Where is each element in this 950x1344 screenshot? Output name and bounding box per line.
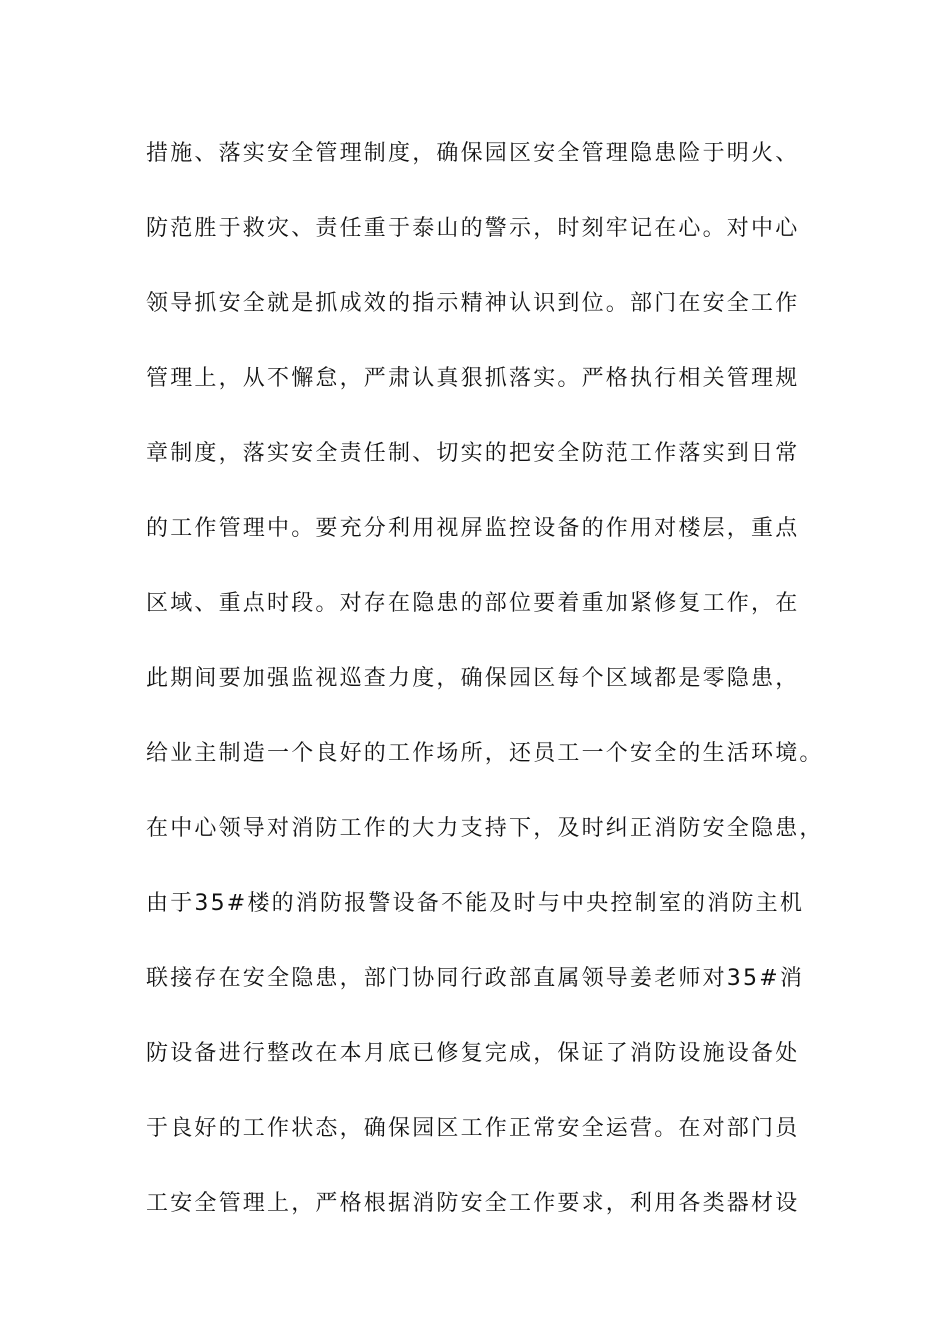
text-line: 联接存在安全隐患，部门协同行政部直属领导姜老师对35#消 xyxy=(146,966,805,991)
text-line: 防范胜于救灾、责任重于泰山的警示，时刻牢记在心。对中心 xyxy=(146,216,800,241)
text-line: 措施、落实安全管理制度，确保园区安全管理隐患险于明火、 xyxy=(146,141,800,166)
text-line: 的工作管理中。要充分利用视屏监控设备的作用对楼层，重点 xyxy=(146,516,800,541)
body-text xyxy=(146,136,826,1261)
text-line: 管理上，从不懈怠，严肃认真狠抓落实。严格执行相关管理规 xyxy=(146,366,800,391)
text-line: 在中心领导对消防工作的大力支持下，及时纠正消防安全隐患， xyxy=(146,816,824,841)
text-line: 区域、重点时段。对存在隐患的部位要着重加紧修复工作，在 xyxy=(146,591,800,616)
text-line: 工安全管理上，严格根据消防安全工作要求，利用各类器材设 xyxy=(146,1191,800,1216)
text-line: 领导抓安全就是抓成效的指示精神认识到位。部门在安全工作 xyxy=(146,291,800,316)
text-line: 于良好的工作状态，确保园区工作正常安全运营。在对部门员 xyxy=(146,1116,800,1141)
text-line: 防设备进行整改在本月底已修复完成，保证了消防设施设备处 xyxy=(146,1041,800,1066)
text-line: 给业主制造一个良好的工作场所，还员工一个安全的生活环境。 xyxy=(146,741,824,766)
text-line: 此期间要加强监视巡查力度，确保园区每个区域都是零隐患， xyxy=(146,666,800,691)
text-line: 由于35#楼的消防报警设备不能及时与中央控制室的消防主机 xyxy=(146,891,805,916)
text-line: 章制度，落实安全责任制、切实的把安全防范工作落实到日常 xyxy=(146,441,800,466)
